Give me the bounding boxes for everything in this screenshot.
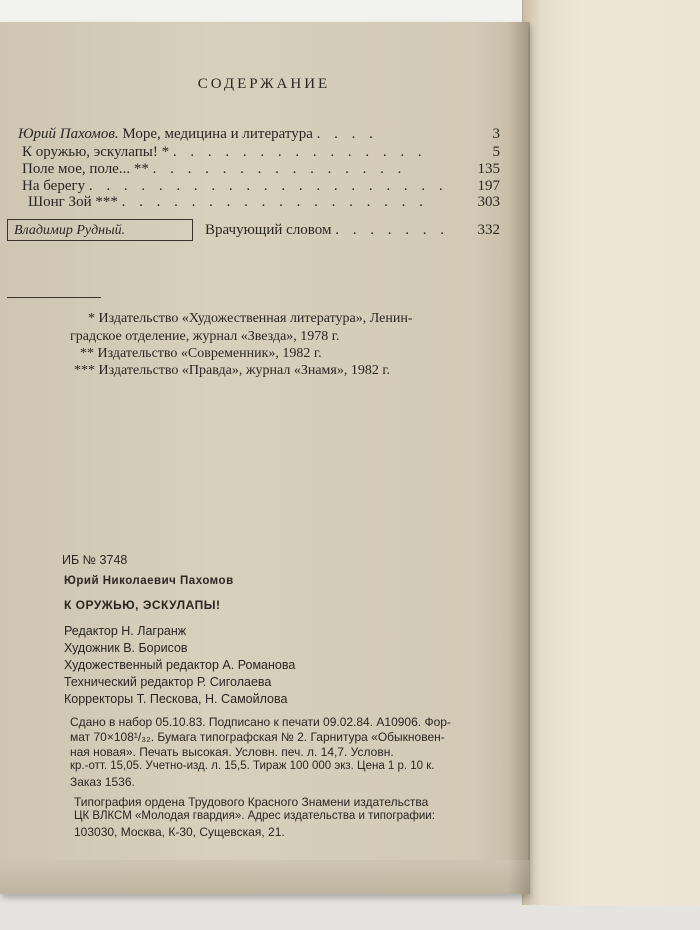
imprint-artist: Художник В. Борисов bbox=[64, 641, 188, 655]
toc-entry bbox=[22, 178, 448, 195]
toc-leader: . . . . . . . . . . . . . . . . . . . . . bbox=[88, 178, 448, 194]
toc-page-number: 5 bbox=[492, 144, 500, 160]
toc-page-number: 197 bbox=[477, 178, 500, 194]
toc-leader: . . . . bbox=[316, 126, 378, 142]
page-bottom-edge bbox=[0, 860, 530, 894]
toc-entry-title: Поле мое, поле... ** bbox=[22, 161, 149, 177]
toc-entry-title: На берегу bbox=[22, 178, 86, 194]
imprint-tech-editor: Технический редактор Р. Сиголаева bbox=[64, 675, 272, 689]
publication-line-5: Заказ 1536. bbox=[70, 775, 135, 789]
imprint-art-editor: Художественный редактор А. Романова bbox=[64, 658, 296, 672]
imprint-editor: Редактор Н. Лагранж bbox=[64, 624, 187, 638]
imprint-book-title: К ОРУЖЬЮ, ЭСКУЛАПЫ! bbox=[64, 598, 221, 612]
printing-house-line-2: ЦК ВЛКСМ «Молодая гвардия». Адрес издательства и типографии: bbox=[74, 810, 435, 822]
toc-entry bbox=[205, 222, 449, 239]
toc-entry-title: Шонг Зой *** bbox=[28, 194, 118, 210]
toc-leader: . . . . . . . . . . . . . . . bbox=[172, 144, 427, 160]
toc-page-number: 135 bbox=[477, 161, 500, 177]
publication-line-2: мат 70×108¹/₃₂. Бумага типографская № 2. Гарнитура «Обыкновен- bbox=[70, 730, 445, 744]
publication-line-1: Сдано в набор 05.10.83. Подписано к печати 09.02.84. А10906. Фор- bbox=[70, 715, 451, 729]
footnote-2: ** Издательство «Современник», 1982 г. bbox=[80, 346, 322, 361]
toc-entry-title: Врачующий словом bbox=[205, 222, 332, 238]
printing-house-line-3: 103030, Москва, К-30, Сущевская, 21. bbox=[74, 825, 285, 839]
toc-page-number: 3 bbox=[492, 126, 500, 142]
footnote-1-line-1: * Издательство «Художественная литература», Ленин- bbox=[88, 311, 413, 326]
toc-page-number: 303 bbox=[477, 194, 500, 210]
footnote-1-line-2: градское отделение, журнал «Звезда», 1978 г. bbox=[70, 329, 340, 344]
ib-number: ИБ № 3748 bbox=[62, 553, 128, 567]
toc-entry-title: К оружью, эскулапы! * bbox=[22, 144, 170, 160]
imprint-author: Юрий Николаевич Пахомов bbox=[64, 575, 234, 587]
toc-entry bbox=[18, 126, 378, 143]
gutter-shadow bbox=[508, 22, 530, 894]
footnote-divider bbox=[7, 297, 101, 298]
toc-heading: СОДЕРЖАНИЕ bbox=[197, 76, 331, 92]
imprint-proofreaders: Корректоры Т. Пескова, Н. Самойлова bbox=[64, 692, 288, 706]
publication-line-3: ная новая». Печать высокая. Условн. печ. л. 14,7. Условн. bbox=[70, 745, 394, 759]
right-page bbox=[522, 0, 700, 905]
toc-entry-title: Море, медицина и литература bbox=[122, 126, 313, 142]
printing-house-line-1: Типография ордена Трудового Красного Знамени издательства bbox=[74, 795, 429, 809]
toc-page-number: 332 bbox=[477, 222, 500, 238]
footnote-3: *** Издательство «Правда», журнал «Знамя», 1982 г. bbox=[74, 363, 391, 378]
toc-leader: . . . . . . . . . . . . . . . . . . bbox=[121, 194, 428, 210]
toc-entry bbox=[28, 194, 428, 211]
toc-entry-author: Юрий Пахомов. bbox=[18, 126, 119, 142]
toc-leader: . . . . . . . . . . . . . . . bbox=[152, 161, 407, 177]
toc-leader: . . . . . . . bbox=[335, 222, 449, 238]
toc-entry bbox=[22, 161, 406, 178]
publication-line-4: кр.-отт. 15,05. Учетно-изд. л. 15,5. Тираж 100 000 экз. Цена 1 р. 10 к. bbox=[70, 760, 435, 772]
toc-entry bbox=[22, 144, 427, 161]
second-author-box: Владимир Рудный. bbox=[7, 219, 193, 241]
